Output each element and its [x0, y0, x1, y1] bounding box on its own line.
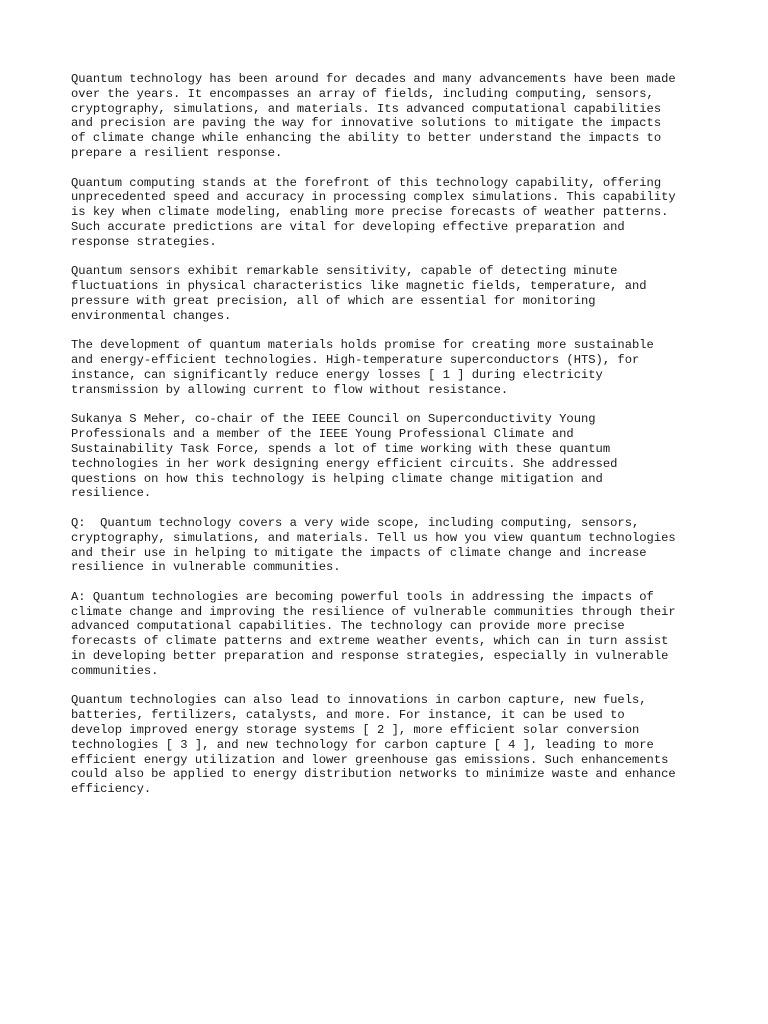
- paragraph-quantum-materials: The development of quantum materials holds promise for creating more sustainable and energy-efficient technologies. High-temperature superconductors (HTS), for instance, can significantly reduce energy losses [ 1 ] during electricity transmission by allowing current to flow without resistance.: [71, 338, 654, 397]
- paragraph-quantum-computing: Quantum computing stands at the forefront of this technology capability, offering unprecedented speed and accuracy in processing complex simulations. This capability is key when climate modeling, enabling more precise forecasts of weather patterns. Such accurate predictions are vital for developing effective preparation and response strategies.: [71, 175, 676, 249]
- paragraph-answer: A: Quantum technologies are becoming powerful tools in addressing the impacts of climate change and improving the resilience of vulnerable communities through their advanced computational capabilities. The technology can provide more precise forecasts of climate patterns and extreme weather events, which can in turn assist in developing better preparation and response strategies, especially in vulnerable communities.: [71, 589, 676, 678]
- paragraph-sukanya-meher: Sukanya S Meher, co-chair of the IEEE Council on Superconductivity Young Professionals and a member of the IEEE Young Professional Climate and Sustainability Task Force, spends a lot of time working with these quantum technologies in her work designing energy efficient circuits. She addressed questions on how this technology is helping climate change mitigation and resilience.: [71, 412, 618, 501]
- paragraph-intro: Quantum technology has been around for decades and many advancements have been made over the years. It encompasses an array of fields, including computing, sensors, cryptography, simulations, and materials. Its advanced computational capabilities and precision are paving the way for innovative solutions to mitigate the impacts of climate change while enhancing the ability to better understand the impacts to prepare a resilient response.: [71, 72, 676, 160]
- paragraph-question: Q: Quantum technology covers a very wide scope, including computing, sensors, cryptography, simulations, and materials. Tell us how you view quantum technologies and their use in helping to mitigate the impacts of climate change and increase resilience in vulnerable communities.: [71, 515, 676, 575]
- document-page: [71, 72, 711, 812]
- paragraph-innovations: Quantum technologies can also lead to innovations in carbon capture, new fuels, batteries, fertilizers, catalysts, and more. For instance, it can be used to develop improved energy storage systems [ 2 ], more efficient solar conversion technologies [ 3 ], and new technology for carbon capture [ 4 ], leading to more efficient energy utilization and lower greenhouse gas emissions. Such enhancements could also be applied to energy distribution networks to minimize waste and enhance efficiency.: [71, 693, 676, 797]
- paragraph-quantum-sensors: Quantum sensors exhibit remarkable sensitivity, capable of detecting minute fluctuations in physical characteristics like magnetic fields, temperature, and pressure with great precision, all of which are essential for monitoring environmental changes.: [71, 264, 647, 323]
